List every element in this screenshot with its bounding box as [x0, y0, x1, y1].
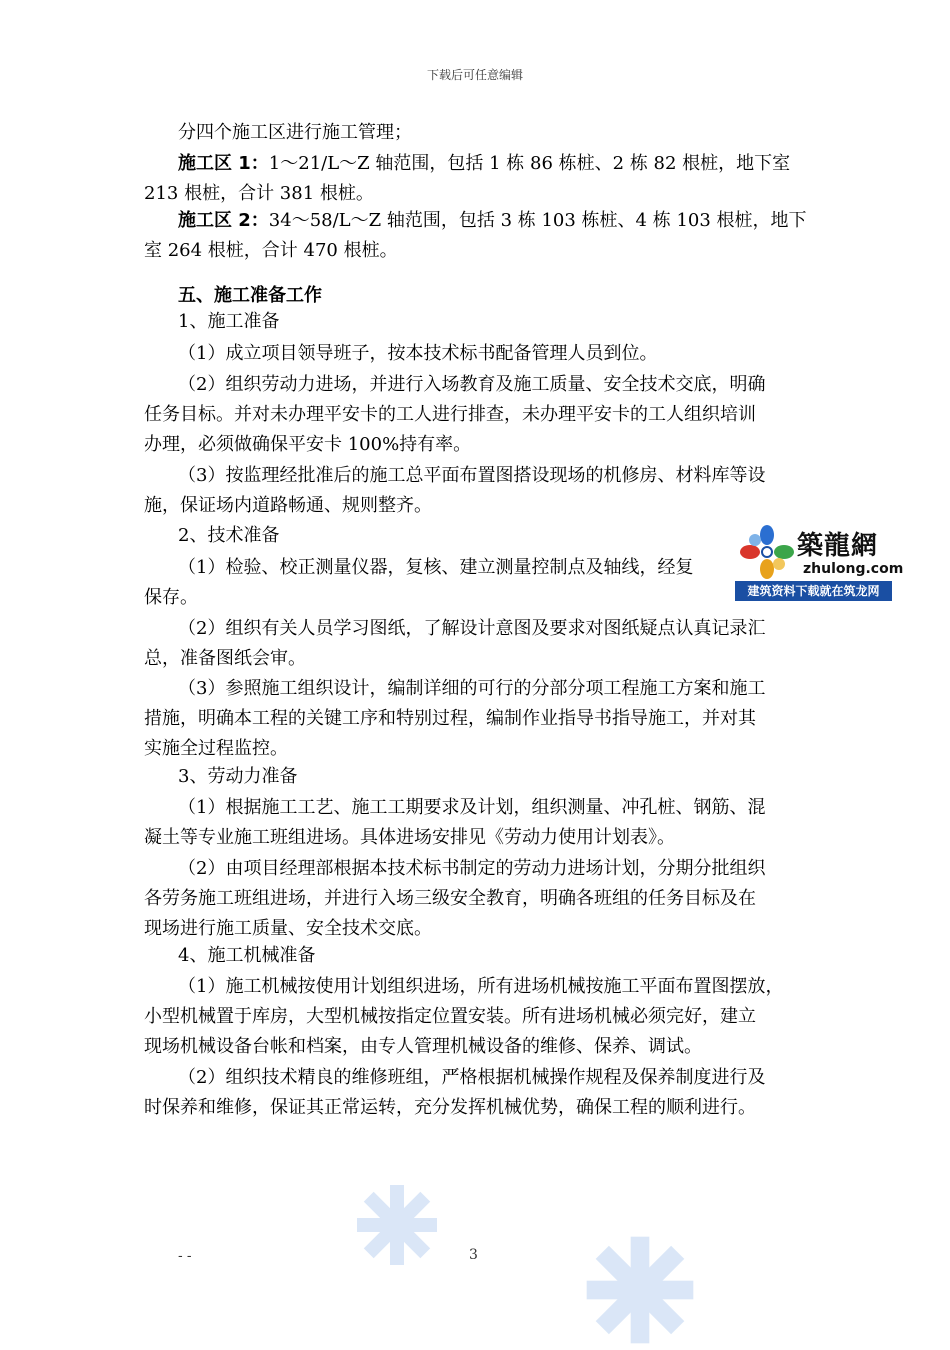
page-number: 3 [469, 1247, 478, 1263]
zone2-text: 34～58/L～Z 轴范围，包括 3 栋 103 栋桩、4 栋 103 根桩，地下 [268, 210, 807, 231]
s2-p2b: 总，准备图纸会审。 [144, 648, 306, 669]
s3-p2a: （2）由项目经理部根据本技术标书制定的劳动力进场计划，分期分批组织 [178, 858, 766, 879]
s3-title: 3、劳动力准备 [178, 766, 298, 787]
s2-p3a: （3）参照施工组织设计，编制详细的可行的分部分项工程施工方案和施工 [178, 678, 766, 699]
s4-p1a: （1）施工机械按使用计划组织进场，所有进场机械按施工平面布置图摆放， [178, 976, 784, 997]
s4-p2a: （2）组织技术精良的维修班组，严格根据机械操作规程及保养制度进行及 [178, 1067, 766, 1088]
s2-p1b: 保存。 [144, 587, 198, 608]
s4-p1c: 现场机械设备台帐和档案，由专人管理机械设备的维修、保养、调试。 [144, 1036, 702, 1057]
s4-title: 4、施工机械准备 [178, 945, 316, 966]
s3-p2c: 现场进行施工质量、安全技术交底。 [144, 918, 432, 939]
zone1-cont: 213 根桩，合计 381 根桩。 [144, 183, 374, 204]
s4-p1b: 小型机械置于库房，大型机械按指定位置安装。所有进场机械必须完好，建立 [144, 1006, 756, 1027]
s3-p1b: 凝土等专业施工班组进场。具体进场安排见《劳动力使用计划表》。 [144, 827, 675, 848]
zone1-text: 1～21/L～Z 轴范围，包括 1 栋 86 栋桩、2 栋 82 根桩，地下室 [268, 153, 791, 174]
s3-p1a: （1）根据施工工艺、施工工期要求及计划，组织测量、冲孔桩、钢筋、混 [178, 797, 766, 818]
watermark-flower-icon-large [580, 1230, 700, 1350]
s1-p1: （1）成立项目领导班子，按本技术标书配备管理人员到位。 [178, 343, 658, 364]
logo-flower-icon [737, 523, 797, 581]
s2-p1a: （1）检验、校正测量仪器，复核、建立测量控制点及轴线，经复 [178, 557, 694, 578]
s1-p2a: （2）组织劳动力进场，并进行入场教育及施工质量、安全技术交底，明确 [178, 374, 766, 395]
s2-title: 2、技术准备 [178, 525, 280, 546]
zhulong-logo [735, 521, 904, 601]
zone2-line [178, 209, 850, 233]
s2-p2a: （2）组织有关人员学习图纸，了解设计意图及要求对图纸疑点认真记录汇 [178, 618, 766, 639]
page-header: 下载后可任意编辑 [426, 68, 523, 82]
s1-p3a: （3）按监理经批准后的施工总平面布置图搭设现场的机修房、材料库等设 [178, 465, 766, 486]
logo-slogan: 建筑资料下载就在筑龙网 [735, 581, 892, 601]
s4-p2b: 时保养和维修，保证其正常运转，充分发挥机械优势，确保工程的顺利进行。 [144, 1097, 756, 1118]
intro-text: 分四个施工区进行施工管理； [178, 122, 412, 143]
zone2-label: 施工区 2： [178, 210, 269, 231]
s1-title: 1、施工准备 [178, 311, 280, 332]
logo-chinese: 築龍網 [797, 531, 879, 561]
s3-p2b: 各劳务施工班组进场，并进行入场三级安全教育，明确各班组的任务目标及在 [144, 888, 756, 909]
s1-p2b: 任务目标。并对未办理平安卡的工人进行排查，未办理平安卡的工人组织培训 [144, 404, 756, 425]
watermark-flower-icon [352, 1180, 442, 1270]
zone1-label: 施工区 1： [178, 153, 269, 174]
section-title: 五、施工准备工作 [178, 285, 322, 306]
s2-p3b: 措施，明确本工程的关键工序和特别过程，编制作业指导书指导施工，并对其 [144, 708, 756, 729]
s1-p3b: 施，保证场内道路畅通、规则整齐。 [144, 495, 432, 516]
zone1-line [178, 152, 850, 176]
footer-marker: - - [178, 1249, 192, 1264]
zone2-cont: 室 264 根桩，合计 470 根桩。 [144, 240, 398, 261]
logo-english: zhulong.com [803, 561, 904, 577]
s1-p2c: 办理，必须做确保平安卡 100%持有率。 [144, 434, 472, 455]
s2-p3c: 实施全过程监控。 [144, 738, 288, 759]
